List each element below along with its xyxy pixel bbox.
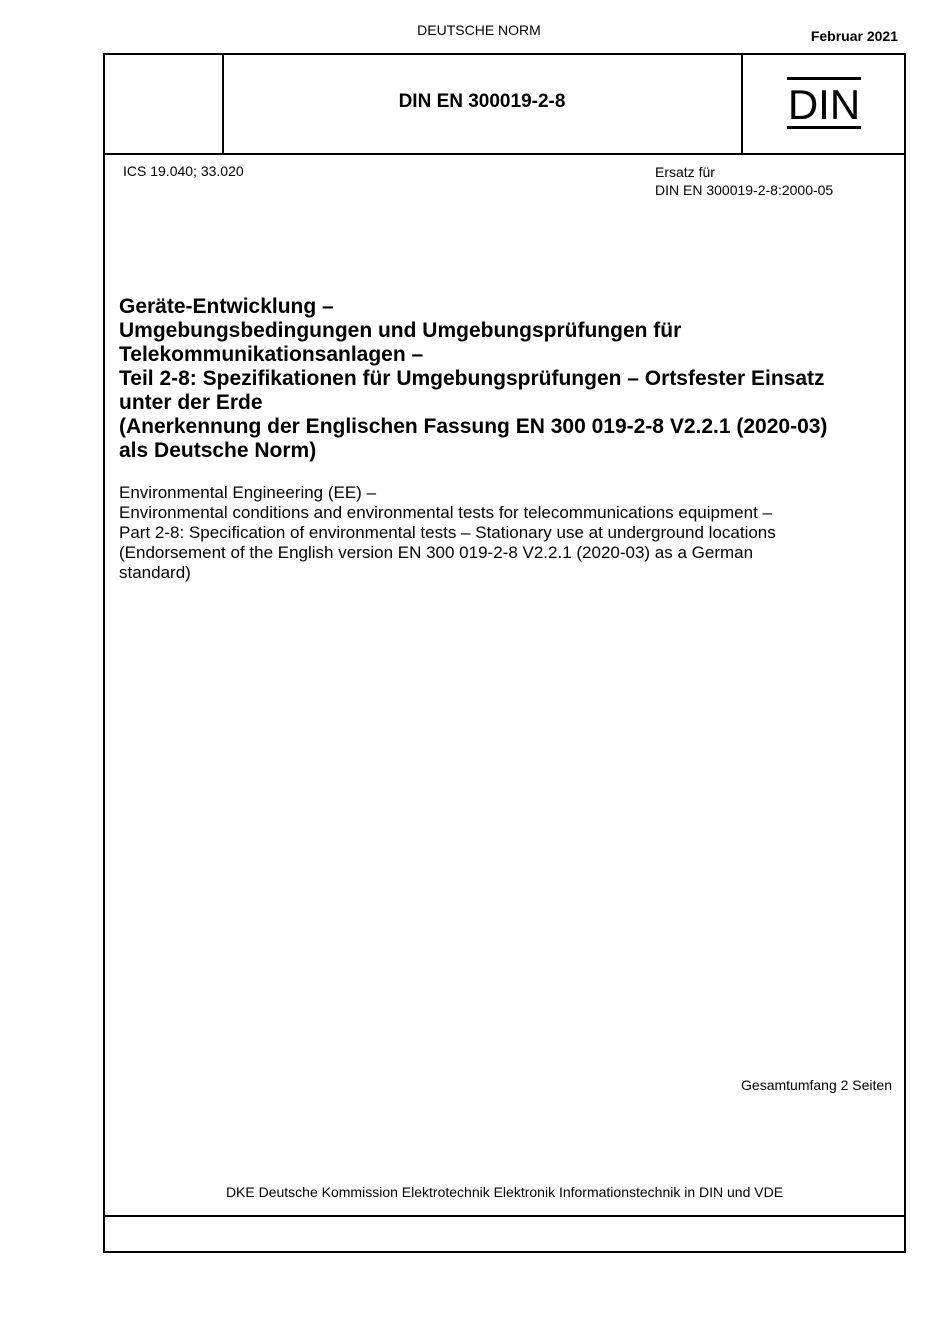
title-de-line: Telekommunikationsanlagen –: [119, 343, 424, 366]
document-number: DIN EN 300019-2-8: [398, 91, 566, 112]
publication-date: Februar 2021: [810, 28, 898, 44]
title-de-line: als Deutsche Norm): [119, 439, 317, 462]
cover-frame: [103, 53, 906, 1253]
total-pages: Gesamtumfang 2 Seiten: [741, 1077, 892, 1093]
header-bottom-rule: [105, 153, 904, 155]
dke-footer: DKE Deutsche Kommission Elektrotechnik Elektronik Informationstechnik in DIN und VDE: [225, 1184, 784, 1200]
title-de-line: Geräte-Entwicklung –: [119, 295, 334, 318]
replaces-document: DIN EN 300019-2-8:2000-05: [655, 182, 834, 198]
replaces-block: [655, 163, 833, 199]
footer-rule: [105, 1215, 904, 1217]
din-logo-text: DIN: [787, 81, 861, 128]
title-en-line: Environmental conditions and environmental tests for telecommunications equipment –: [119, 503, 772, 522]
title-de-line: Teil 2-8: Spezifikationen für Umgebungsprüfungen – Ortsfester Einsatz: [119, 367, 825, 390]
replaces-label: Ersatz für: [655, 164, 715, 180]
title-en-line: (Endorsement of the English version EN 300 019-2-8 V2.2.1 (2020-03) as a German: [119, 543, 754, 562]
din-logo: [787, 77, 861, 129]
title-de-line: (Anerkennung der Englischen Fassung EN 300 019-2-8 V2.2.1 (2020-03): [119, 415, 828, 438]
title-german: [119, 295, 889, 463]
title-en-line: standard): [119, 563, 191, 582]
title-de-line: Umgebungsbedingungen und Umgebungsprüfungen für: [119, 319, 682, 342]
document-type: DEUTSCHE NORM: [417, 22, 541, 38]
header-divider-right: [741, 55, 743, 153]
title-en-line: Environmental Engineering (EE) –: [119, 483, 377, 502]
title-de-line: unter der Erde: [119, 391, 263, 414]
title-english: [119, 483, 889, 583]
title-en-line: Part 2-8: Specification of environmental tests – Stationary use at underground locations: [119, 523, 776, 542]
ics-codes: ICS 19.040; 33.020: [123, 163, 244, 179]
